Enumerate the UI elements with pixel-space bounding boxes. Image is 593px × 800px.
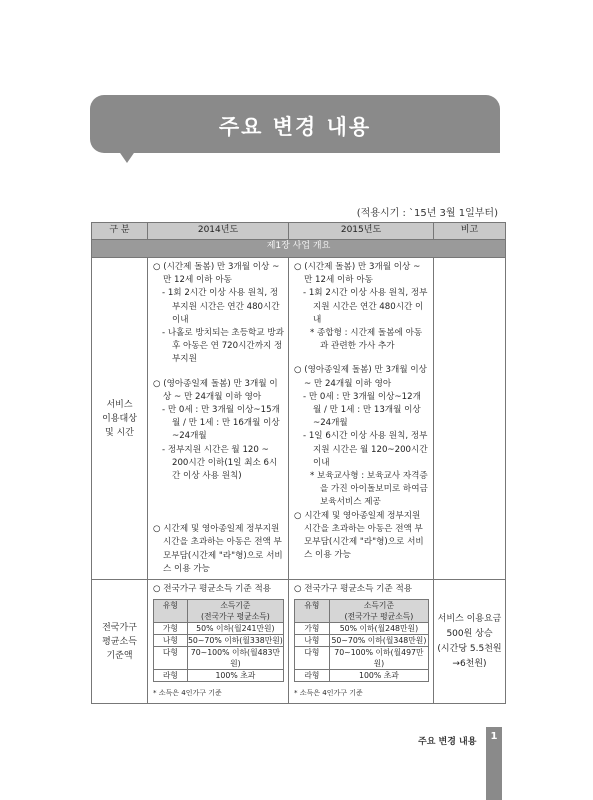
row-label-service — [92, 258, 148, 580]
income-type: 가형 — [154, 623, 188, 635]
note-item: * 보육교사형 : 보육교사 자격증을 가진 아이돌보미로 하여금 보육서비스 제공 — [310, 471, 428, 508]
bullet-item: ○ (시간제 돌봄) 만 3개월 이상 ~ 만 12세 이하 아동 — [294, 262, 421, 286]
bullet-item: ○ (영아종일제 돌봄) 만 3개월 이상 ~ 만 24개월 이하 영아 — [153, 378, 278, 402]
bullet-item: ○ (시간제 돌봄) 만 3개월 이상 ~ 만 12세 이하 아동 — [153, 262, 280, 286]
banner-tail — [118, 150, 136, 163]
table-row — [154, 647, 284, 670]
cell-remark-service — [434, 258, 506, 580]
sub-item: - 정부지원 시간은 월 120 ~ 200시간 이하(1일 최소 6시간 이상 사용 원칙) — [162, 444, 278, 482]
cell-2014-income — [148, 580, 289, 704]
table-row — [154, 623, 284, 635]
table-row — [154, 670, 284, 682]
income-col-type: 유형 — [154, 600, 188, 623]
section-row — [92, 240, 506, 258]
cell-remark-income — [434, 580, 506, 704]
row-label-text: 전국가구 평균소득 기준액 — [102, 622, 137, 661]
table-row — [295, 635, 429, 647]
income-table-2015 — [294, 599, 429, 682]
table-header-row — [92, 223, 506, 240]
header-remark: 비고 — [434, 223, 506, 240]
bullet-item: ○ 시간제 및 영아종일제 정부지원 시간을 초과하는 아동은 전액 부모부담(시간제 "라"형)으로 서비스 이용 가능 — [294, 510, 424, 561]
cell-2015-service — [289, 258, 434, 580]
chapter-banner — [90, 95, 500, 153]
page-tab — [486, 727, 502, 800]
banner-title: 주요 변경 내용 — [218, 115, 372, 139]
header-2015: 2015년도 — [289, 223, 434, 240]
note-item: * 종합형 : 시간제 돌봄에 아동과 관련한 가사 추가 — [310, 328, 423, 352]
income-intro: ○ 전국가구 평균소득 기준 적용 — [153, 584, 272, 595]
income-col-criteria: 소득기준 (전국가구 평균소득) — [187, 600, 283, 623]
bullet-item: ○ 시간제 및 영아종일제 정부지원 시간을 초과하는 아동은 전액 부모부담(시간제 "라"형)으로 서비스 이용 가능 — [153, 524, 283, 574]
bullet-item: ○ (영아종일제 돌봄) 만 3개월 이상 ~ 만 24개월 이하 영아 — [294, 365, 427, 389]
income-criteria: 100% 초과 — [187, 670, 283, 682]
income-type: 가형 — [295, 623, 330, 635]
income-criteria: 50% 이하(월248만원) — [329, 623, 428, 635]
income-intro: ○ 전국가구 평균소득 기준 적용 — [294, 584, 413, 595]
income-criteria: 100% 초과 — [329, 670, 428, 682]
table-row — [92, 580, 506, 704]
spacer — [153, 483, 284, 523]
sub-item: - 만 0세 : 만 3개월 이상~15개월 / 만 1세 : 만 16개월 이상~24개월 — [162, 405, 280, 442]
spacer — [294, 353, 429, 364]
sub-item: - 나홀로 방치되는 초등학교 방과후 아동은 연 720시간까지 정부지원 — [162, 328, 284, 365]
cell-2014-service — [148, 258, 289, 580]
income-col-criteria: 소득기준 (전국가구 평균소득) — [329, 600, 428, 623]
sub-item: - 만 0세 : 만 3개월 이상~12개월 / 만 1세 : 만 13개월 이상~24개월 — [303, 391, 421, 429]
income-type: 나형 — [154, 635, 188, 647]
table-row — [295, 647, 429, 670]
remark-text: 서비스 이용요금 500원 상승 (시간당 5.5천원 →6천원) — [437, 613, 502, 669]
sub-item: - 1일 6시간 이상 사용 원칙, 정부지원 시간은 월 120~200시간 이내 — [303, 431, 428, 468]
income-type: 다형 — [154, 647, 188, 670]
effective-date-note: (적용시기 : `15년 3월 1일부터) — [356, 208, 498, 219]
income-note: * 소득은 4인가구 기준 — [153, 689, 222, 698]
header-category: 구 분 — [92, 223, 148, 240]
income-type: 라형 — [154, 670, 188, 682]
table-row — [154, 635, 284, 647]
income-type: 다형 — [295, 647, 330, 670]
income-criteria: 70~100% 이하(월497만원) — [329, 647, 428, 670]
spacer — [153, 367, 284, 378]
section-title: 제1장 사업 개요 — [92, 240, 506, 258]
table-row — [295, 670, 429, 682]
income-note: * 소득은 4인가구 기준 — [294, 689, 363, 698]
header-2014: 2014년도 — [148, 223, 289, 240]
income-type: 라형 — [295, 670, 330, 682]
income-type: 나형 — [295, 635, 330, 647]
income-table-2014 — [153, 599, 284, 682]
income-criteria: 50% 이하(월241만원) — [187, 623, 283, 635]
changes-table — [91, 222, 506, 704]
sub-item: - 1회 2시간 이상 사용 원칙, 정부지원 시간은 연간 480시간 이내 — [303, 288, 428, 325]
footer-section-title: 주요 변경 내용 — [418, 737, 477, 747]
page-number: 1 — [490, 731, 498, 742]
sub-item: - 1회 2시간 이상 사용 원칙, 정부지원 시간은 연간 480시간 이내 — [162, 288, 280, 325]
row-label-income — [92, 580, 148, 704]
cell-2015-income — [289, 580, 434, 704]
table-row — [92, 258, 506, 580]
income-criteria: 70~100% 이하(월483만원) — [187, 647, 283, 670]
income-col-type: 유형 — [295, 600, 330, 623]
income-criteria: 50~70% 이하(월348만원) — [329, 635, 428, 647]
income-criteria: 50~70% 이하(월338만원) — [187, 636, 283, 646]
table-row — [295, 623, 429, 635]
row-label-text: 서비스 이용대상 및 시간 — [102, 399, 137, 438]
